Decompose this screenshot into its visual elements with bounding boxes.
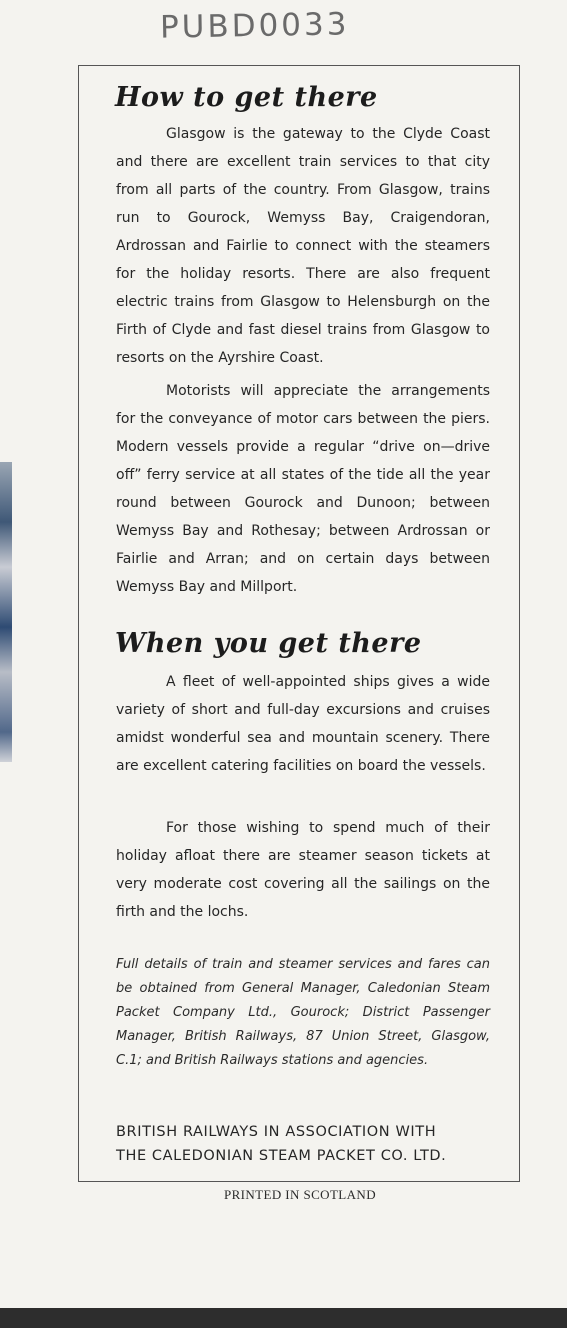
paragraph-fleet-text: A fleet of well-appointed ships gives a wide variety of short and full-day excursions and cruises amidst wonderful sea and mountain scenery. There are excellent catering facilities on board the vessels. — [116, 674, 490, 774]
details-note: Full details of train and steamer services and fares can be obtained from General Manager, Caledonian Steam Packet Company Ltd., Gourock; District Passenger Manager, British Railways, 87 Union Street, Glasgow, C.1; and British Railways stations and agencies. — [116, 957, 490, 1068]
handwritten-reference: PUBD0033 — [159, 6, 350, 46]
bottom-scan-edge — [0, 1308, 567, 1328]
heading-how-to-get-there: How to get there — [115, 82, 378, 113]
paragraph-trains — [116, 120, 490, 372]
paragraph-season-tickets — [116, 814, 490, 926]
paragraph-motorists-text: Motorists will appreciate the arrangements for the conveyance of motor cars between the piers. Modern vessels provide a regular “drive on—drive off” ferry service at all states of the tide all the year round between Gourock and Dunoon; between Wemyss Bay and Rothesay; between Ardrossan or Fairlie and Arran; and on certain days between Wemyss Bay and Millport. — [116, 383, 490, 595]
paragraph-trains-text: Glasgow is the gateway to the Clyde Coast and there are excellent train services to that city from all parts of the country. From Glasgow, trains run to Gourock, Wemyss Bay, Craigendoran, Ardrossan and Fairlie to connect with the steamers for the holiday resorts. There are also frequent electric trains from Glasgow to Helensburgh on the Firth of Clyde and fast diesel trains from Glasgow to resorts on the Ayrshire Coast. — [116, 126, 490, 366]
publisher-line-2: THE CALEDONIAN STEAM PACKET CO. LTD. — [116, 1148, 447, 1164]
heading-when-you-get-there: When you get there — [115, 628, 422, 659]
publisher-credit — [116, 1120, 490, 1168]
printed-in-label: PRINTED IN SCOTLAND — [223, 1187, 377, 1202]
paragraph-fleet — [116, 668, 490, 780]
publisher-line-1: BRITISH RAILWAYS IN ASSOCIATION WITH — [116, 1124, 437, 1140]
paragraph-motorists — [116, 377, 490, 601]
left-edge-photo-strip — [0, 462, 12, 762]
paragraph-season-tickets-text: For those wishing to spend much of their holiday afloat there are steamer season tickets at very moderate cost covering all the sailings on the firth and the lochs. — [116, 820, 490, 920]
